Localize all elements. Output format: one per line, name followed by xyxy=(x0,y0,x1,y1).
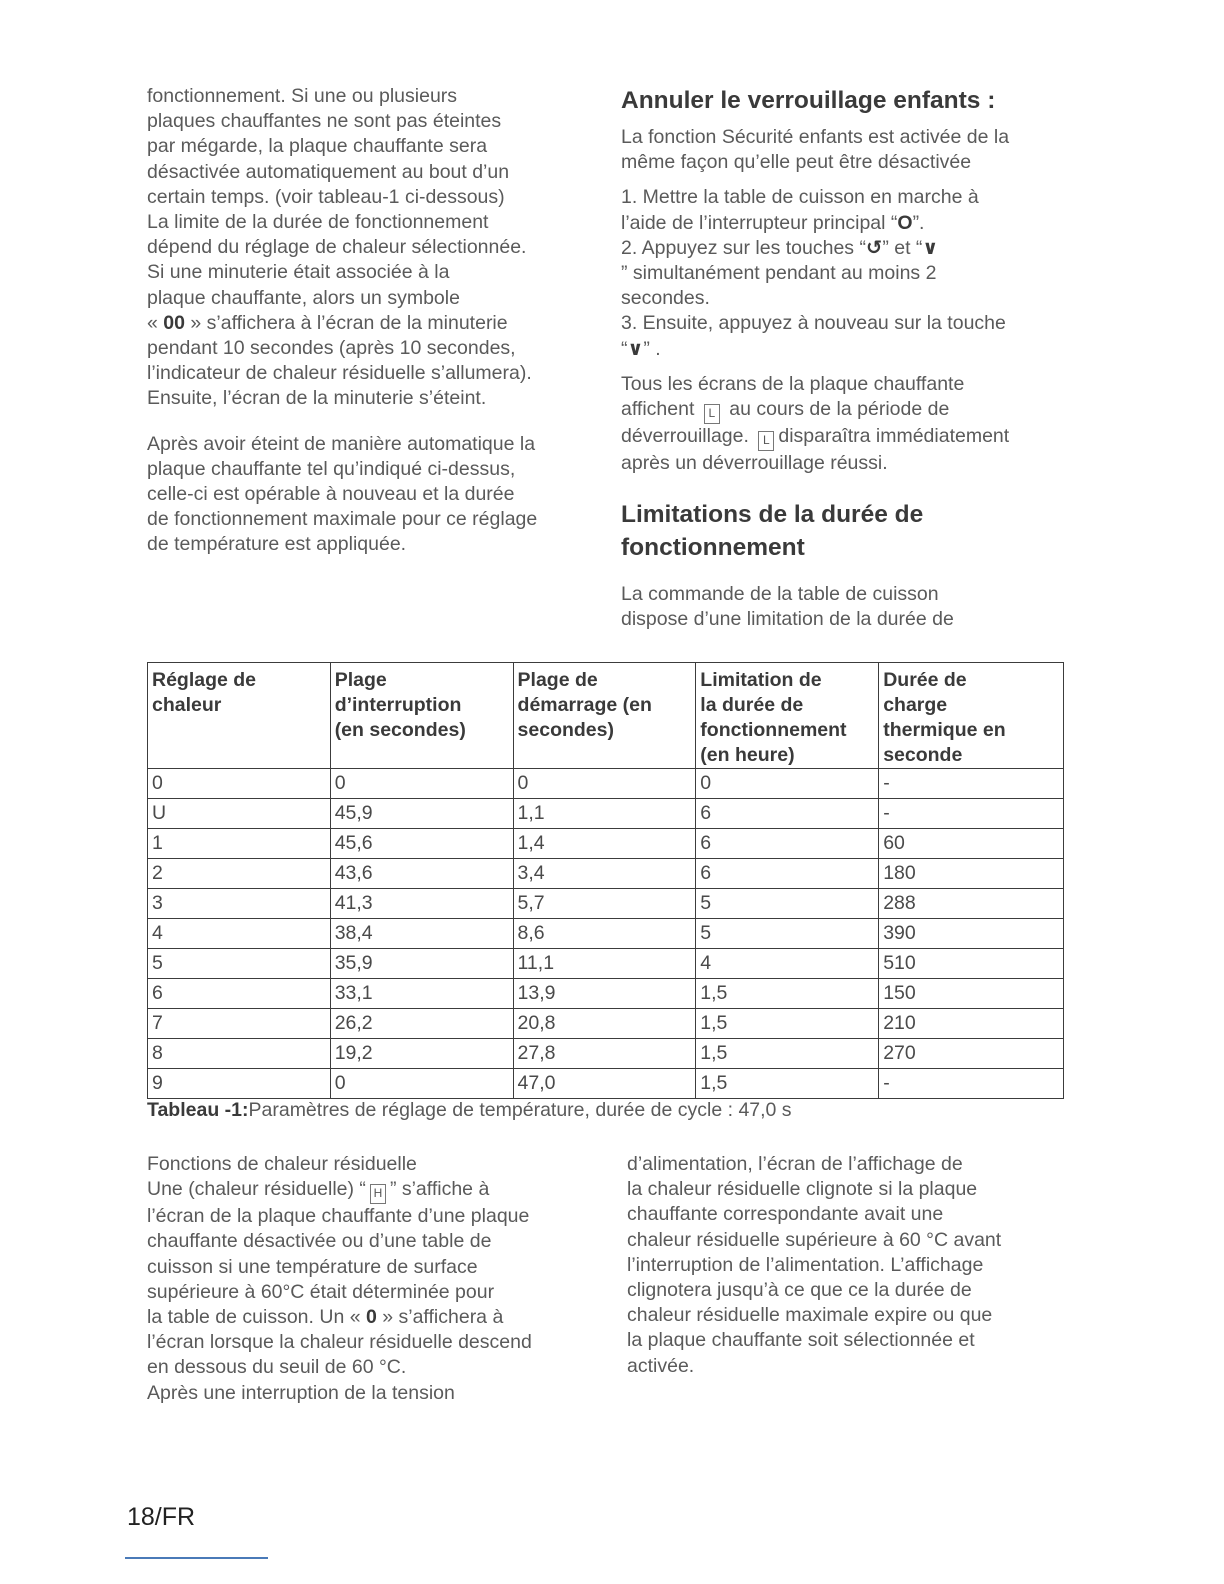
caption-text: Paramètres de réglage de température, durée de cycle : 47,0 s xyxy=(248,1099,792,1121)
text-fragment: la table de cuisson. Un « xyxy=(147,1306,366,1329)
settings-table xyxy=(147,662,1064,1099)
residual-heat-icon: H xyxy=(370,1184,386,1204)
text-line xyxy=(621,397,1071,424)
text-line xyxy=(147,1177,597,1204)
table-header-cell xyxy=(330,663,513,769)
table-row xyxy=(148,1039,1064,1069)
text-line: Après avoir éteint de manière automatique la xyxy=(147,432,536,455)
text-line: de température est appliquée. xyxy=(147,533,407,556)
table-cell: 0 xyxy=(513,769,696,799)
table-header-cell xyxy=(148,663,331,769)
table-cell: 6 xyxy=(148,979,331,1009)
table-cell: 6 xyxy=(696,859,879,889)
text-line: La limite de la durée de fonctionnement xyxy=(147,211,489,234)
table-cell: 33,1 xyxy=(330,979,513,1009)
down-key-icon: ∨ xyxy=(922,236,939,259)
table-cell: 13,9 xyxy=(513,979,696,1009)
text-line: même façon qu’elle peut être désactivée xyxy=(621,151,972,174)
text-line: chauffante désactivée ou d’une table de xyxy=(147,1230,492,1253)
table-cell: 6 xyxy=(696,829,879,859)
table-cell: 45,9 xyxy=(330,799,513,829)
text-fragment: l’aide de l’interrupteur principal “ xyxy=(621,211,898,234)
text-line: plaque chauffante, alors un symbole xyxy=(147,286,460,309)
text-fragment: ” et “ xyxy=(882,236,923,259)
down-key-icon: ∨ xyxy=(627,337,644,360)
text-fragment: déverrouillage. xyxy=(621,425,749,448)
table-caption xyxy=(147,1097,792,1123)
header-line: chaleur xyxy=(152,694,222,716)
table-cell: 11,1 xyxy=(513,949,696,979)
text-line: désactivée automatiquement au bout d’un xyxy=(147,160,510,183)
text-line: clignotera jusqu’à ce que ce la durée de xyxy=(627,1279,972,1302)
text-line xyxy=(621,424,1071,451)
table-cell: 1,5 xyxy=(696,979,879,1009)
table-cell: 0 xyxy=(696,769,879,799)
text-fragment: ”. xyxy=(912,211,925,234)
table-cell: 26,2 xyxy=(330,1009,513,1039)
table-cell: 3 xyxy=(148,889,331,919)
step-3-continued xyxy=(621,337,1071,362)
table-cell: 1,5 xyxy=(696,1069,879,1099)
table-cell: 510 xyxy=(879,949,1064,979)
table-cell: 5 xyxy=(148,949,331,979)
table-row xyxy=(148,1069,1064,1099)
lock-display-icon: L xyxy=(758,431,774,451)
table-cell: 1,5 xyxy=(696,1039,879,1069)
text-line: dépend du réglage de chaleur sélectionnée. xyxy=(147,236,527,259)
header-line: la durée de xyxy=(700,694,804,716)
text-line: en dessous du seuil de 60 °C. xyxy=(147,1356,407,1379)
table-cell: 19,2 xyxy=(330,1039,513,1069)
power-icon: O xyxy=(897,211,913,234)
heading-line: Limitations de la durée de xyxy=(621,501,924,529)
table-header-row xyxy=(148,663,1064,769)
text-line xyxy=(147,311,597,336)
unlock-note xyxy=(621,372,1071,476)
text-line: Si une minuterie était associée à la xyxy=(147,261,450,284)
header-line: Plage xyxy=(334,669,387,691)
table-cell: 288 xyxy=(879,889,1064,919)
text-line: La commande de la table de cuisson xyxy=(621,583,939,606)
table-row xyxy=(148,919,1064,949)
table-cell: 180 xyxy=(879,859,1064,889)
table-cell: 7 xyxy=(148,1009,331,1039)
text-fragment: au cours de la période de xyxy=(729,398,950,421)
table-cell: 60 xyxy=(879,829,1064,859)
header-line: Durée de xyxy=(883,669,967,691)
text-line: après un déverrouillage réussi. xyxy=(621,452,888,475)
left-column-bottom xyxy=(147,1152,597,1406)
page-number: 18/FR xyxy=(127,1503,196,1531)
text-line: secondes. xyxy=(621,287,710,310)
text-line: ” simultanément pendant au moins 2 xyxy=(621,262,937,285)
left-column-top xyxy=(147,84,597,558)
table-header-cell xyxy=(696,663,879,769)
table-row xyxy=(148,979,1064,1009)
text-fragment: affichent xyxy=(621,398,695,421)
table-cell: 6 xyxy=(696,799,879,829)
text-line: l’indicateur de chaleur résiduelle s’allumera). xyxy=(147,362,532,385)
text-fragment: « xyxy=(147,311,164,334)
zero-symbol: 0 xyxy=(365,1306,377,1329)
table-cell: 1,5 xyxy=(696,1009,879,1039)
header-line: Plage de xyxy=(517,669,598,691)
table-cell: 1,4 xyxy=(513,829,696,859)
table-cell: 20,8 xyxy=(513,1009,696,1039)
text-fragment: Une (chaleur résiduelle) “ xyxy=(147,1178,366,1201)
auto-off-paragraph xyxy=(147,84,597,412)
timer-symbol: 00 xyxy=(163,311,185,334)
right-column-bottom xyxy=(627,1152,1067,1379)
text-line: l’écran de la plaque chauffante d’une plaque xyxy=(147,1205,530,1228)
text-line: Ensuite, l’écran de la minuterie s’éteint. xyxy=(147,387,487,410)
heading-line: fonctionnement xyxy=(621,534,805,562)
text-line: La fonction Sécurité enfants est activée de la xyxy=(621,126,1010,148)
caption-label: Tableau -1: xyxy=(147,1099,249,1121)
table-cell: 3,4 xyxy=(513,859,696,889)
table-row xyxy=(148,949,1064,979)
table-cell: 4 xyxy=(148,919,331,949)
text-line: de fonctionnement maximale pour ce réglage xyxy=(147,508,538,531)
text-line xyxy=(147,1305,597,1330)
lock-key-icon: ↺ xyxy=(865,236,883,259)
table-cell: 390 xyxy=(879,919,1064,949)
table-cell: 41,3 xyxy=(330,889,513,919)
text-line: l’écran lorsque la chaleur résiduelle descend xyxy=(147,1331,532,1354)
text-line: chauffante correspondante avait une xyxy=(627,1203,944,1226)
table-cell: 150 xyxy=(879,979,1064,1009)
table-row xyxy=(148,769,1064,799)
table-cell: 5 xyxy=(696,919,879,949)
table-cell: U xyxy=(148,799,331,829)
header-line: Réglage de xyxy=(152,669,257,691)
header-line: charge xyxy=(883,694,948,716)
table-cell: 0 xyxy=(148,769,331,799)
table-row xyxy=(148,1009,1064,1039)
text-fragment: disparaîtra immédiatement xyxy=(778,425,1010,448)
header-line: (en secondes) xyxy=(334,719,466,741)
text-line: la chaleur résiduelle clignote si la plaque xyxy=(627,1178,978,1201)
table-cell: 9 xyxy=(148,1069,331,1099)
text-line: plaque chauffante tel qu’indiqué ci-dessus, xyxy=(147,457,516,480)
text-line: celle-ci est opérable à nouveau et la durée xyxy=(147,483,515,506)
text-fragment: ” . xyxy=(643,337,661,360)
table-body xyxy=(148,769,1064,1099)
table-row xyxy=(148,799,1064,829)
steps-list xyxy=(621,185,1071,361)
text-line: par mégarde, la plaque chauffante sera xyxy=(147,135,488,158)
footer-divider xyxy=(125,1557,268,1559)
step-3: 3. Ensuite, appuyez à nouveau sur la touche xyxy=(621,312,1006,335)
text-line: la plaque chauffante soit sélectionnée et xyxy=(627,1329,975,1352)
text-line: l’interruption de l’alimentation. L’affichage xyxy=(627,1253,984,1276)
step-1: 1. Mettre la table de cuisson en marche à xyxy=(621,186,979,209)
text-line: chaleur résiduelle maximale expire ou que xyxy=(627,1304,993,1327)
step-2 xyxy=(621,236,1071,261)
header-line: Limitation de xyxy=(700,669,822,691)
table-cell: 47,0 xyxy=(513,1069,696,1099)
text-line: Fonctions de chaleur résiduelle xyxy=(147,1153,417,1175)
text-fragment: » s’affichera à xyxy=(376,1306,504,1329)
table-cell: 43,6 xyxy=(330,859,513,889)
lock-display-icon: L xyxy=(704,404,720,424)
text-line: fonctionnement. Si une ou plusieurs xyxy=(147,85,458,107)
table-cell: 38,4 xyxy=(330,919,513,949)
text-line: Après une interruption de la tension xyxy=(147,1381,455,1404)
header-line: d’interruption xyxy=(334,694,462,716)
table-row xyxy=(148,889,1064,919)
text-line: pendant 10 secondes (après 10 secondes, xyxy=(147,337,516,360)
header-line: thermique en xyxy=(883,719,1006,741)
table-cell: 210 xyxy=(879,1009,1064,1039)
table-cell: 27,8 xyxy=(513,1039,696,1069)
table-cell: - xyxy=(879,799,1064,829)
table-cell: 2 xyxy=(148,859,331,889)
text-fragment: 2. Appuyez sur les touches “ xyxy=(621,236,866,259)
table-cell: 0 xyxy=(330,769,513,799)
text-line: Tous les écrans de la plaque chauffante xyxy=(621,372,965,395)
text-line: plaques chauffantes ne sont pas éteintes xyxy=(147,110,502,133)
table-cell: 1,1 xyxy=(513,799,696,829)
heading-child-lock: Annuler le verrouillage enfants : xyxy=(621,87,996,114)
table-row xyxy=(148,859,1064,889)
table-cell: 4 xyxy=(696,949,879,979)
header-line: (en heure) xyxy=(700,744,795,766)
header-line: fonctionnement xyxy=(700,719,847,741)
text-line: chaleur résiduelle supérieure à 60 °C avant xyxy=(627,1228,1002,1251)
text-fragment: “ xyxy=(621,337,628,360)
table-cell: 1 xyxy=(148,829,331,859)
text-line: d’alimentation, l’écran de l’affichage de xyxy=(627,1153,963,1175)
table-cell: - xyxy=(879,1069,1064,1099)
table-cell: 0 xyxy=(330,1069,513,1099)
text-line: supérieure à 60°C était déterminée pour xyxy=(147,1280,495,1303)
right-column-top xyxy=(621,84,1071,633)
table-cell: 45,6 xyxy=(330,829,513,859)
text-fragment: ” s’affiche à xyxy=(389,1178,490,1201)
text-line: activée. xyxy=(627,1354,695,1377)
heading-limitations xyxy=(621,498,1071,564)
table-cell: 5,7 xyxy=(513,889,696,919)
text-line: cuisson si une température de surface xyxy=(147,1255,478,1278)
text-line: certain temps. (voir tableau-1 ci-dessous) xyxy=(147,185,505,208)
text-line: dispose d’une limitation de la durée de xyxy=(621,608,954,631)
table-cell: - xyxy=(879,769,1064,799)
table-row xyxy=(148,829,1064,859)
table-cell: 5 xyxy=(696,889,879,919)
table-header-cell xyxy=(879,663,1064,769)
table-cell: 8,6 xyxy=(513,919,696,949)
reactivation-paragraph xyxy=(147,432,597,558)
header-line: seconde xyxy=(883,744,963,766)
text-fragment: » s’affichera à l’écran de la minuterie xyxy=(184,311,508,334)
table-cell: 8 xyxy=(148,1039,331,1069)
header-line: démarrage (en xyxy=(517,694,652,716)
step-1-continued xyxy=(621,211,1071,236)
table-cell: 270 xyxy=(879,1039,1064,1069)
table-header-cell xyxy=(513,663,696,769)
table-cell: 35,9 xyxy=(330,949,513,979)
header-line: secondes) xyxy=(517,719,614,741)
